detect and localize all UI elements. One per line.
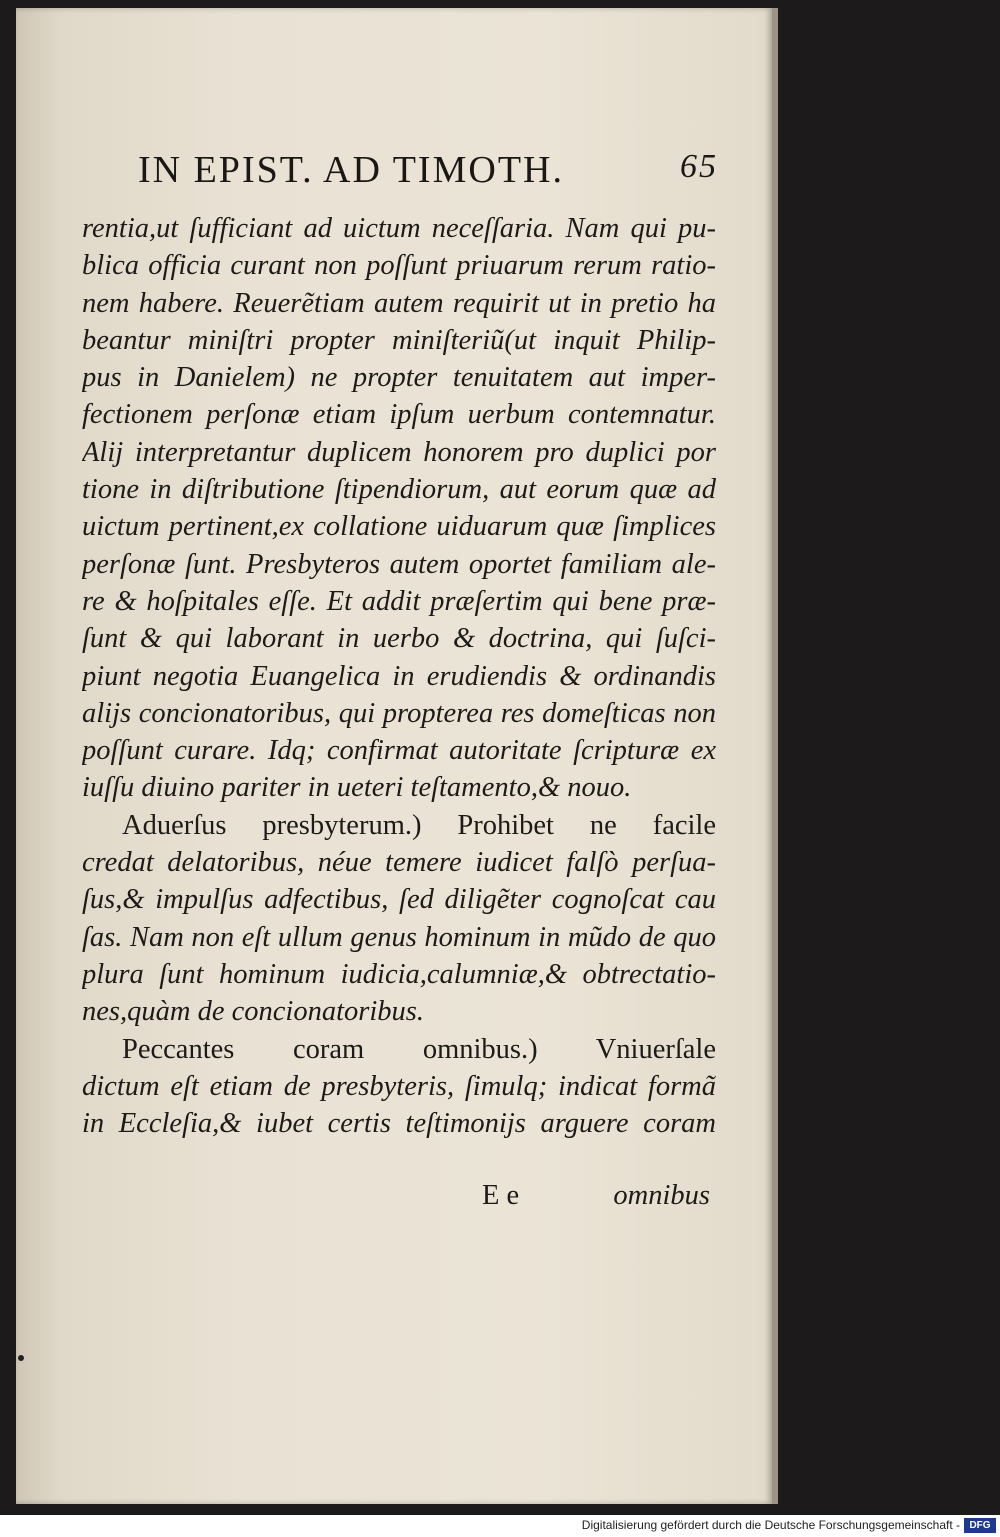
text-line: Peccantes coram omnibus.) Vniuerſale <box>122 1033 716 1065</box>
page-edge <box>772 8 778 1504</box>
funding-credit: Digitalisierung gefördert durch die Deutsche Forschungsgemeinschaft - <box>581 1518 960 1532</box>
text-line: pus in Danielem) ne propter tenuitatem aut imper- <box>82 362 716 394</box>
text-line: dictum eſt etiam de presbyteris, ſimulq; indicat formã <box>82 1070 716 1102</box>
text-line: piunt negotia Euangelica in erudiendis & ordinandis <box>82 660 716 692</box>
ink-dot <box>18 1355 24 1361</box>
text-line: ſas. Nam non eſt ullum genus hominum in mũdo de quo <box>82 921 716 953</box>
footer-bar <box>0 1515 1000 1537</box>
text-line: credat delatoribus, néue temere iudicet falſò perſua- <box>82 847 716 879</box>
catchline <box>82 1180 716 1220</box>
running-header <box>138 148 718 198</box>
text-line: ſunt & qui laborant in uerbo & doctrina, qui ſuſci- <box>82 623 716 655</box>
text-line: uictum pertinent,ex collatione uiduarum quæ ſimplices <box>82 511 716 543</box>
text-line: poſſunt curare. Idq; confirmat autoritate ſcripturæ ex <box>82 735 716 767</box>
running-title: IN EPIST. AD TIMOTH. <box>138 149 564 191</box>
text-line: tione in diſtributione ſtipendiorum, aut eorum quæ ad <box>82 474 716 506</box>
text-line: nem habere. Reuerẽtiam autem requirit ut in pretio ha <box>82 287 716 319</box>
text-line: alijs concionatoribus, qui propterea res domeſticas non <box>82 697 716 729</box>
text-line: Aduerſus presbyterum.) Prohibet ne facile <box>122 809 716 841</box>
text-line: perſonæ ſunt. Presbyteros autem oportet familiam ale- <box>82 548 716 580</box>
signature-mark: E e <box>482 1180 520 1211</box>
text-line: re & hoſpitales eſſe. Et addit præſertim qui bene præ- <box>82 585 716 617</box>
text-line: beantur miniſtri propter miniſteriũ(ut inquit Philip- <box>82 324 716 356</box>
text-line: nes,quàm de concionatoribus. <box>82 996 424 1028</box>
body-text <box>82 210 716 1142</box>
catchword: omnibus <box>613 1180 710 1211</box>
page-number: 65 <box>680 148 718 185</box>
text-line: Alij interpretantur duplicem honorem pro duplici por <box>82 436 716 468</box>
text-line: fectionem perſonæ etiam ipſum uerbum contemnatur. <box>82 399 716 431</box>
text-line: blica officia curant non poſſunt priuarum rerum ratio- <box>82 250 716 282</box>
text-line: in Eccleſia,& iubet certis teſtimonijs arguere coram <box>82 1108 716 1140</box>
text-line: rentia,ut ſufficiant ad uictum neceſſaria. Nam qui pu- <box>82 213 716 244</box>
text-line: iuſſu diuino pariter in ueteri teſtamento,& nouo. <box>82 772 632 804</box>
text-line: plura ſunt hominum iudicia,calumniæ,& obtrectatio- <box>82 958 716 990</box>
text-line: ſus,& impulſus adfectibus, ſed diligẽter cognoſcat cau <box>82 884 716 916</box>
dfg-logo: DFG <box>964 1518 996 1533</box>
